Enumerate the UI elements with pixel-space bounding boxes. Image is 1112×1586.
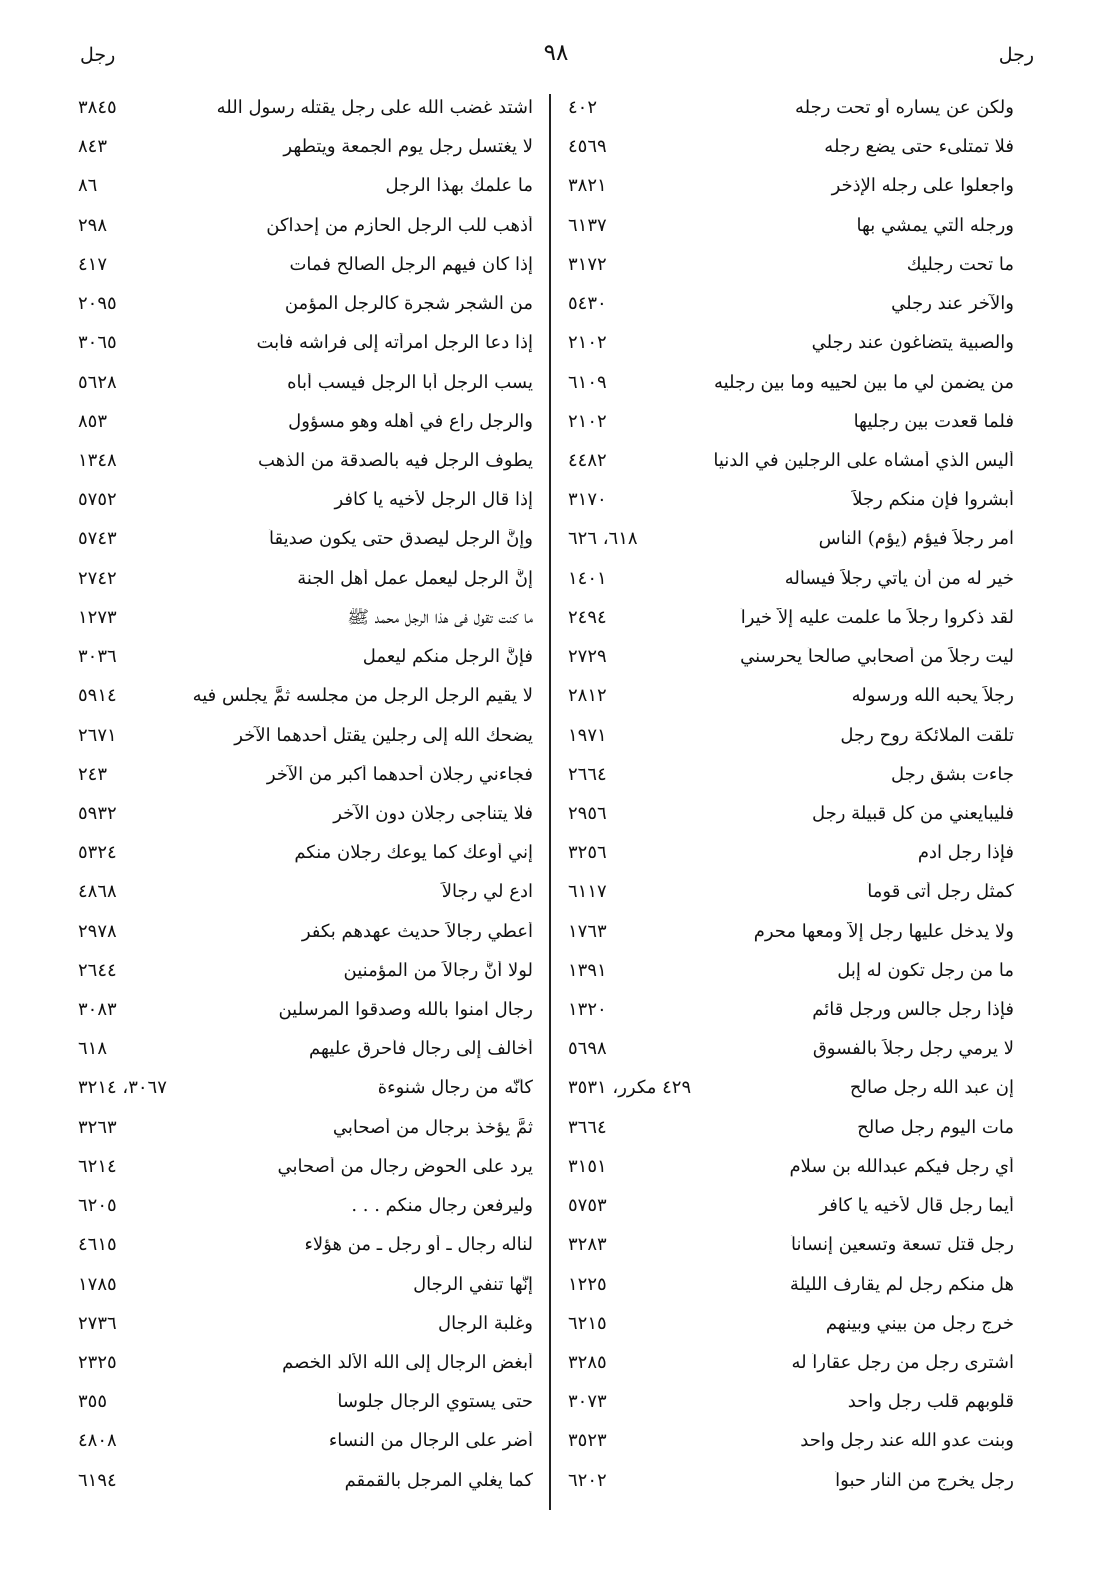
entry-reference-number: ١٢٢٥ xyxy=(568,1274,607,1295)
entry-text: فإذا رجل جالس ورجل قائم xyxy=(812,1000,1014,1021)
entry-reference-number: ٢٦٤٤ xyxy=(78,960,117,981)
index-entry xyxy=(78,1000,533,1039)
entry-reference-number: ٥٧٥٢ xyxy=(78,490,117,511)
index-entry xyxy=(78,333,533,372)
entry-text: خير له من أن يأتي رجلاً فيسأله xyxy=(784,568,1014,589)
entry-text: اشترى رجل من رجل عقاراً له xyxy=(791,1353,1014,1373)
index-entry xyxy=(78,647,533,686)
index-entry xyxy=(568,922,1014,961)
entry-reference-number: ٨٥٣ xyxy=(78,411,108,432)
entry-reference-number: ١٤٠١ xyxy=(568,568,607,589)
entry-reference-number: ٣٢٥٦ xyxy=(568,843,607,864)
entry-reference-number: ٦٢٠٥ xyxy=(78,1196,117,1217)
entry-text: رجل قتل تسعة وتسعين إنساناً xyxy=(790,1235,1014,1256)
entry-text: إن عبد الله رجل صالح xyxy=(849,1078,1014,1099)
entry-reference-number: ٦١٩٤ xyxy=(78,1470,117,1491)
index-entry xyxy=(568,1039,1014,1078)
entry-text: اشتد غضب الله على رجل يقتله رسول الله xyxy=(216,98,533,118)
entry-text: أيما رجل قال لأخيه يا كافر xyxy=(819,1196,1014,1217)
entry-reference-number: ٣٠٦٥ xyxy=(78,333,117,354)
entry-text: إني أوعك كما يوعك رجلان منكم xyxy=(294,843,533,864)
index-entry xyxy=(568,1000,1014,1039)
index-entry xyxy=(78,726,533,765)
entry-reference-number: ٥٦٩٨ xyxy=(568,1039,607,1060)
index-entry xyxy=(568,529,1014,568)
entry-text: كمثل رجل أتى قوماً xyxy=(867,882,1014,903)
index-entry xyxy=(568,294,1014,333)
entry-text: ثمَّ يؤخذ برجال من أصحابي xyxy=(332,1117,533,1138)
index-entry xyxy=(78,569,533,608)
entry-reference-number: ٢٧٤٢ xyxy=(78,568,117,589)
column-divider xyxy=(549,94,551,1510)
entry-reference-number: ٥٤٣٠ xyxy=(568,294,607,315)
entry-reference-number: ٥٦٢٨ xyxy=(78,372,117,393)
entry-text: فجاءني رجلان أحدهما أكبر من الآخر xyxy=(266,764,533,785)
index-entry xyxy=(568,1314,1014,1353)
entry-reference-number: ٢٩٧٨ xyxy=(78,921,117,942)
entry-reference-number: ٢٤٩٤ xyxy=(568,607,607,628)
index-entry xyxy=(568,843,1014,882)
entry-text: أخالف إلى رجال فأحرق عليهم xyxy=(308,1039,533,1060)
entry-reference-number: ٣١٧٠ xyxy=(568,490,607,511)
entry-text: والرجل راع في أهله وهو مسؤول xyxy=(288,411,533,432)
entry-reference-number: ٢١٠٢ xyxy=(568,333,607,354)
index-entry xyxy=(78,490,533,529)
entry-reference-number: ٢٣٢٥ xyxy=(78,1353,117,1373)
index-entry xyxy=(78,804,533,843)
index-entry xyxy=(568,726,1014,765)
index-entry xyxy=(568,373,1014,412)
entry-text: فليبايعني من كل قبيلة رجل xyxy=(812,803,1014,824)
entry-text: لناله رجال ـ أو رجل ـ من هؤلاء xyxy=(304,1235,533,1256)
entry-reference-number: ٣٥٥ xyxy=(78,1392,108,1413)
entry-reference-number: ٦٢١٥ xyxy=(568,1313,607,1334)
entry-text: ولا يدخل عليها رجل إلاَّ ومعها محرم xyxy=(753,921,1014,942)
entry-reference-number: ١٧٨٥ xyxy=(78,1274,117,1295)
index-entry xyxy=(568,765,1014,804)
entry-reference-number: ٣٢٨٥ xyxy=(568,1353,607,1373)
entry-reference-number: ٢٦٧١ xyxy=(78,725,117,746)
entry-text: واجعلوا على رجله الإذخر xyxy=(831,176,1014,197)
entry-reference-number: ٤٤٨٢ xyxy=(568,450,607,471)
entry-reference-number: ٢٩٥٦ xyxy=(568,803,607,824)
index-entry xyxy=(568,1431,1014,1470)
entry-text: رجال آمنوا بالله وصدقوا المرسلين xyxy=(278,1000,533,1021)
entry-text: ليت رجلاً من أصحابي صالحاً يحرسني xyxy=(740,647,1014,668)
entry-reference-number: ٢٨١٢ xyxy=(568,686,607,707)
entry-reference-number: ٦١٨ xyxy=(78,1039,108,1060)
entry-text: لا يقيم الرجل الرجل من مجلسه ثمَّ يجلس فيه xyxy=(192,686,533,707)
entry-reference-number: ٣١٧٢ xyxy=(568,254,607,275)
entry-reference-number: ١٣٤٨ xyxy=(78,450,117,471)
entry-text: أضر على الرجال من النساء xyxy=(328,1431,533,1452)
index-entry xyxy=(568,333,1014,372)
entry-reference-number: ٢٤٣ xyxy=(78,764,108,785)
entry-reference-number: ٣٥٢٣ xyxy=(568,1431,607,1452)
entry-reference-number: ٣٦٦٤ xyxy=(568,1117,607,1138)
entry-text: إذا قال الرجل لأخيه يا كافر xyxy=(334,490,533,511)
index-entry xyxy=(78,608,533,647)
entry-text: يطوف الرجل فيه بالصدقة من الذهب xyxy=(258,450,533,471)
entry-reference-number: ٢٩٨ xyxy=(78,215,108,236)
entry-reference-number: ٤٢٩ مكرر، ٣٥٣١ xyxy=(568,1078,692,1099)
entry-reference-number: ٤٥٦٩ xyxy=(568,137,607,158)
entry-text: رجل يخرج من النار حبواً xyxy=(835,1470,1014,1491)
index-entry xyxy=(78,1471,533,1510)
entry-text: أبغض الرجال إلى الله الألد الخصم xyxy=(282,1353,533,1373)
index-entry xyxy=(568,569,1014,608)
entry-reference-number: ١٩٧١ xyxy=(568,725,607,746)
entry-text: حتى يستوي الرجال جلوساً xyxy=(337,1392,533,1413)
entry-text: خرج رجل من بيني وبينهم xyxy=(825,1313,1014,1334)
page-number: ٩٨ xyxy=(543,40,569,66)
index-entry xyxy=(568,1157,1014,1196)
entry-text: فإنَّ الرجل منكم ليعمل xyxy=(362,647,533,668)
entry-text: يرد على الحوض رجال من أصحابي xyxy=(277,1156,533,1177)
entry-text: قلوبهم قلب رجل واحد xyxy=(847,1392,1014,1413)
entry-text: جاءت بشق رجل xyxy=(891,764,1014,785)
index-entry xyxy=(568,1471,1014,1510)
entry-text: والآخر عند رجلي xyxy=(891,294,1014,315)
entry-text: من يضمن لي ما بين لحييه وما بين رجليه xyxy=(713,372,1014,393)
entry-reference-number: ١٧٦٣ xyxy=(568,921,607,942)
entry-reference-number: ٣٠٦٧، ٣٢١٤ xyxy=(78,1078,167,1099)
entry-text: من الشجر شجرة كالرجل المؤمن xyxy=(284,294,533,315)
entry-text: ورجله التي يمشي بها xyxy=(856,215,1014,236)
index-entry xyxy=(78,1196,533,1235)
entry-reference-number: ٤٠٢ xyxy=(568,98,598,118)
entry-text: إنَّ الرجل ليعمل عمل أهل الجنة xyxy=(297,568,533,589)
index-entry xyxy=(568,1118,1014,1157)
index-entry xyxy=(78,1118,533,1157)
entry-reference-number: ٣٢٦٣ xyxy=(78,1117,117,1138)
entry-reference-number: ٣١٥١ xyxy=(568,1156,607,1177)
entry-text: وإنَّ الرجل ليصدق حتى يكون صديقاً xyxy=(269,529,533,550)
entry-text: وليرفعن رجال منكم . . . xyxy=(351,1196,533,1217)
index-column-left xyxy=(78,98,533,1510)
entry-text: أذهب للب الرجل الحازم من إحداكن xyxy=(266,215,533,236)
index-entry xyxy=(78,451,533,490)
entry-text: إنَّها تنفي الرجال xyxy=(413,1274,533,1295)
entry-reference-number: ٢٦٦٤ xyxy=(568,764,607,785)
index-entry xyxy=(568,451,1014,490)
entry-reference-number: ٥٩٣٢ xyxy=(78,803,117,824)
entry-reference-number: ٦١٣٧ xyxy=(568,215,607,236)
entry-text: مات اليوم رجل صالح xyxy=(857,1117,1014,1138)
index-entry xyxy=(78,1078,533,1117)
entry-text: لقد ذكروا رجلاً ما علمت عليه إلاَّ خيراً xyxy=(740,607,1014,628)
index-entry xyxy=(78,412,533,451)
index-entry xyxy=(568,98,1014,137)
index-entry xyxy=(568,804,1014,843)
index-entry xyxy=(78,1314,533,1353)
entry-text: أبشروا فإن منكم رجلاً xyxy=(852,490,1014,511)
entry-text: أي رجل فيكم عبدالله بن سلام xyxy=(789,1156,1014,1177)
index-entry xyxy=(568,686,1014,725)
index-entry xyxy=(78,843,533,882)
entry-reference-number: ٤٨٦٨ xyxy=(78,882,117,903)
index-entry xyxy=(78,137,533,176)
entry-text: لولا أنَّ رجالاً من المؤمنين xyxy=(343,960,533,981)
entry-reference-number: ٥٧٤٣ xyxy=(78,529,117,550)
entry-reference-number: ٢٧٣٦ xyxy=(78,1313,117,1334)
entry-text: آمر رجلاً فيؤم (يؤم) الناس xyxy=(818,529,1014,550)
entry-reference-number: ٣٠٣٦ xyxy=(78,647,117,668)
entry-text: ما كنت تقول في هذا الرجل محمد ﷺ xyxy=(347,607,533,628)
index-entry xyxy=(78,176,533,215)
index-column-right xyxy=(568,98,1014,1510)
entry-text: إذا دعا الرجل امرأته إلى فراشه فأبت xyxy=(256,333,533,354)
index-entry xyxy=(568,1353,1014,1392)
index-entry xyxy=(568,961,1014,1000)
entry-text: كما يغلي المرجل بالقمقم xyxy=(344,1470,533,1491)
index-entry xyxy=(568,490,1014,529)
entry-reference-number: ٢١٠٢ xyxy=(568,411,607,432)
entry-reference-number: ٥٧٥٣ xyxy=(568,1196,607,1217)
index-entry xyxy=(78,922,533,961)
index-entry xyxy=(78,1431,533,1470)
index-entry xyxy=(78,1157,533,1196)
index-entry xyxy=(78,98,533,137)
entry-text: لا يرمي رجل رجلاً بالفسوق xyxy=(812,1039,1014,1060)
index-entry xyxy=(78,529,533,568)
index-entry xyxy=(568,1392,1014,1431)
entry-reference-number: ١٣٩١ xyxy=(568,960,607,981)
entry-text: تلقت الملائكة روح رجل xyxy=(840,725,1014,746)
index-entry xyxy=(568,647,1014,686)
index-entry xyxy=(568,882,1014,921)
entry-reference-number: ٤٨٠٨ xyxy=(78,1431,117,1452)
index-entry xyxy=(568,176,1014,215)
index-entry xyxy=(568,216,1014,255)
header-running-title-right: رجل xyxy=(998,44,1034,66)
entry-reference-number: ٢٠٩٥ xyxy=(78,294,117,315)
index-entry xyxy=(78,294,533,333)
index-entry xyxy=(568,412,1014,451)
entry-text: ولكن عن يساره أو تحت رجله xyxy=(795,98,1014,118)
entry-text: هل منكم رجل لم يقارف الليلة xyxy=(789,1274,1014,1295)
index-entry xyxy=(568,137,1014,176)
entry-text: رجلاً يحبه الله ورسوله xyxy=(851,686,1014,707)
index-entry xyxy=(568,1078,1014,1117)
entry-text: فإذا رجل آدم xyxy=(917,843,1014,864)
entry-text: فلا تمتلىء حتى يضع رجله xyxy=(824,137,1014,158)
entry-text: وغلبة الرجال xyxy=(438,1313,533,1334)
entry-text: إذا كان فيهم الرجل الصالح فمات xyxy=(289,254,533,275)
entry-reference-number: ٨٤٣ xyxy=(78,137,108,158)
entry-text: لا يغتسل رجل يوم الجمعة ويتطهر xyxy=(283,137,533,158)
entry-text: أعطي رجالاً حديث عهدهم بكفر xyxy=(301,921,533,942)
index-entry xyxy=(78,765,533,804)
entry-text: ما تحت رجليك xyxy=(906,254,1014,275)
entry-reference-number: ٣٠٨٣ xyxy=(78,1000,117,1021)
header-running-title-left: رجل xyxy=(80,44,116,66)
entry-text: فلما قعدت بين رجليها xyxy=(853,411,1014,432)
index-entry xyxy=(78,1235,533,1274)
entry-reference-number: ٣٨٤٥ xyxy=(78,98,117,118)
entry-reference-number: ٤١٧ xyxy=(78,254,108,275)
entry-reference-number: ١٣٢٠ xyxy=(568,1000,607,1021)
index-entry xyxy=(78,255,533,294)
entry-text: والصبية يتضاغون عند رجلي xyxy=(811,333,1014,354)
entry-text: أليس الذي أمشاه على الرجلين في الدنيا xyxy=(713,450,1014,471)
entry-reference-number: ٥٩١٤ xyxy=(78,686,117,707)
index-entry xyxy=(78,686,533,725)
entry-reference-number: ٣٠٧٣ xyxy=(568,1392,607,1413)
entry-reference-number: ٦٢٠٢ xyxy=(568,1470,607,1491)
index-entry xyxy=(78,216,533,255)
index-entry xyxy=(568,1275,1014,1314)
entry-reference-number: ٦١١٧ xyxy=(568,882,607,903)
entry-text: ادع لي رجالاً xyxy=(441,882,533,903)
entry-text: ما من رجل تكون له إبل xyxy=(837,960,1014,981)
entry-reference-number: ٦١٠٩ xyxy=(568,372,607,393)
entry-reference-number: ٢٧٢٩ xyxy=(568,647,607,668)
entry-text: كأنّه من رجال شنوءة xyxy=(377,1078,533,1099)
entry-reference-number: ٣٨٢١ xyxy=(568,176,607,197)
entry-text: وبنت عدو الله عند رجل واحد xyxy=(800,1431,1014,1452)
index-entry xyxy=(568,1196,1014,1235)
entry-reference-number: ٦٢١٤ xyxy=(78,1156,117,1177)
entry-reference-number: ٤٦١٥ xyxy=(78,1235,117,1256)
entry-reference-number: ٥٣٢٤ xyxy=(78,843,117,864)
index-entry xyxy=(78,1039,533,1078)
index-entry xyxy=(78,1353,533,1392)
index-entry xyxy=(568,608,1014,647)
entry-text: يضحك الله إلى رجلين يقتل أحدهما الآخر xyxy=(234,725,533,746)
index-entry xyxy=(78,373,533,412)
index-entry xyxy=(78,1275,533,1314)
entry-text: يسب الرجل أبا الرجل فيسب أباه xyxy=(287,372,533,393)
entry-text: ما علمك بهذا الرجل xyxy=(385,176,533,197)
index-entry xyxy=(78,1392,533,1431)
index-entry xyxy=(568,255,1014,294)
entry-reference-number: ٦١٨، ٦٢٦ xyxy=(568,529,638,550)
entry-reference-number: ٨٦ xyxy=(78,176,98,197)
index-entry xyxy=(568,1235,1014,1274)
entry-reference-number: ٣٢٨٣ xyxy=(568,1235,607,1256)
index-entry xyxy=(78,961,533,1000)
entry-reference-number: ١٢٧٣ xyxy=(78,607,117,628)
index-entry xyxy=(78,882,533,921)
entry-text: فلا يتناجى رجلان دون الآخر xyxy=(333,803,533,824)
